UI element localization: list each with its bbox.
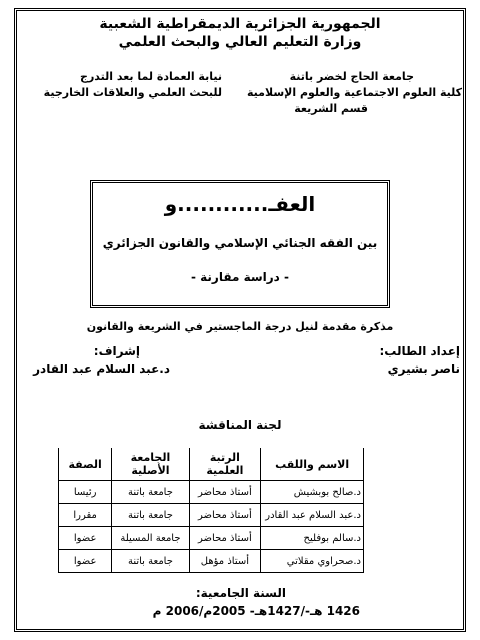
column-header-rank: الرتبة العلمية: [189, 448, 261, 481]
member-university: جامعة باتنة: [112, 504, 189, 527]
member-role: رئيسا: [59, 481, 112, 504]
thesis-title: العفـ............و: [164, 192, 316, 216]
member-university: جامعة باتنة: [112, 481, 189, 504]
vice-deanship-line2: للبحث العلمي والعلاقات الخارجية: [43, 86, 222, 99]
column-header-role: الصفة: [59, 448, 112, 481]
supervisor-name: د.عبد السلام عبد القادر: [33, 362, 170, 376]
committee-title: لجنة المناقشة: [198, 418, 282, 432]
department-name: قسم الشريعة: [294, 102, 368, 115]
member-role: مقررا: [59, 504, 112, 527]
member-rank: أستاذ محاضر: [189, 527, 261, 550]
student-name: ناصر بشيري: [387, 362, 460, 376]
table-row: [59, 481, 364, 504]
member-name: د.صحراوي مقلاتي: [261, 550, 364, 573]
committee-table: [58, 448, 364, 573]
ministry-heading: وزارة التعليم العالي والبحث العلمي: [118, 34, 362, 50]
member-name: د.صالح بوبشيش: [261, 481, 364, 504]
vice-deanship-line1: نيابة العمادة لما بعد التدرج: [80, 70, 222, 83]
academic-year-value: 1426 هـ-/1427هـ- 2005م/2006 م: [152, 604, 360, 618]
student-label: إعداد الطالب:: [379, 344, 460, 358]
table-row: [59, 550, 364, 573]
member-role: عضوا: [59, 550, 112, 573]
member-role: عضوا: [59, 527, 112, 550]
table-row: [59, 527, 364, 550]
column-header-university: الجامعة الأصلية: [112, 448, 189, 481]
member-rank: أستاذ مؤهل: [189, 550, 261, 573]
faculty-name: كلية العلوم الاجتماعية والعلوم الإسلامية: [247, 86, 462, 99]
supervisor-label: إشراف:: [93, 344, 140, 358]
study-type: - دراسة مقارنة -: [190, 270, 289, 284]
academic-year-label: السنة الجامعية:: [195, 586, 286, 600]
thesis-subtitle: بين الفقه الجنائي الإسلامي والقانون الجزائري: [102, 236, 378, 250]
column-header-name: الاسم واللقب: [261, 448, 364, 481]
republic-heading: الجمهورية الجزائرية الديمقراطية الشعبية: [99, 16, 381, 32]
member-name: د.سالم بوفليح: [261, 527, 364, 550]
university-name: جامعة الحاج لخضر باتنة: [289, 70, 414, 83]
member-university: جامعة المسيلة: [112, 527, 189, 550]
table-row: [59, 504, 364, 527]
member-rank: أستاذ محاضر: [189, 504, 261, 527]
thesis-note: مذكرة مقدمة لنيل درجة الماجستير في الشريعة والقانون: [86, 320, 394, 333]
member-university: جامعة باتنة: [112, 550, 189, 573]
member-name: د.عبد السلام عبد القادر: [261, 504, 364, 527]
committee-header-row: [59, 448, 364, 481]
member-rank: أستاذ محاضر: [189, 481, 261, 504]
